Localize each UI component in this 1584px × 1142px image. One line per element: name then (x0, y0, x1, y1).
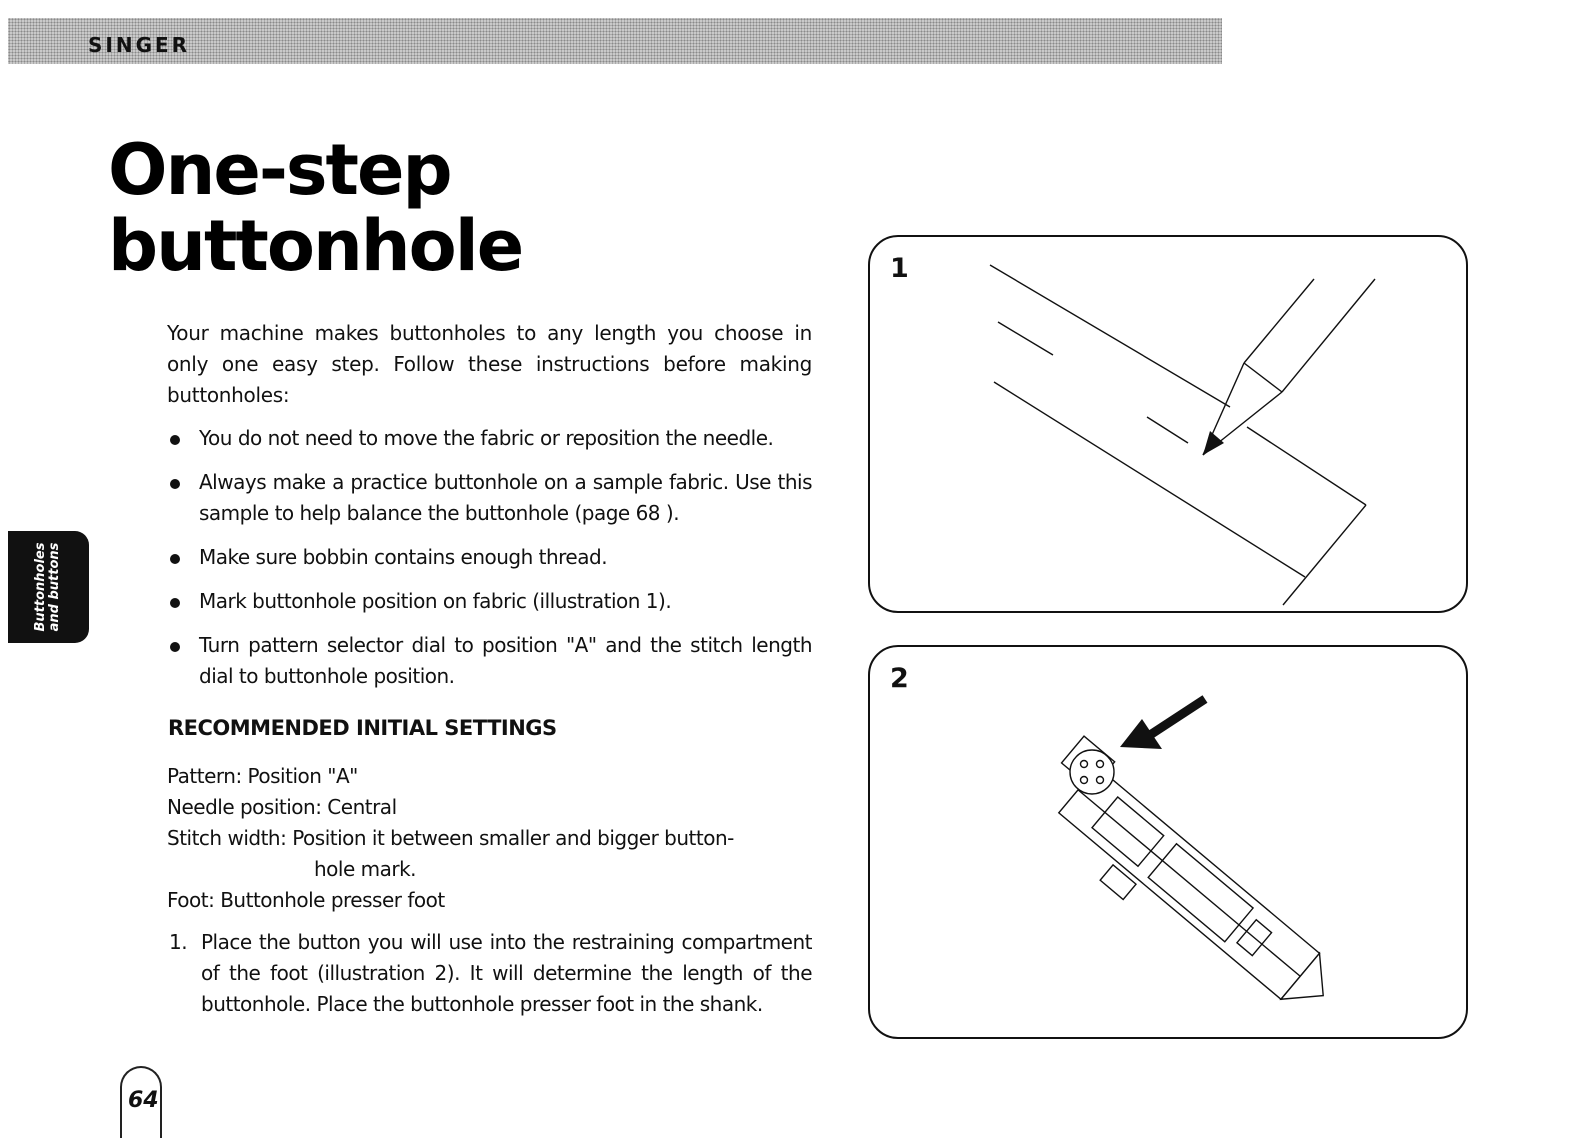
illustration-1-label: 1 (890, 253, 909, 284)
pencil-lead (1203, 431, 1224, 455)
page-number-tab (120, 1066, 162, 1138)
pointer-arrow-shaft (1150, 699, 1205, 735)
illustration-2 (868, 645, 1468, 1039)
pencil-body-left (1244, 279, 1314, 363)
bullet-list (167, 423, 812, 705)
setting-stitch-width: Stitch width: Position it between smaller and bigger button- (167, 826, 734, 850)
setting-pattern: Pattern: Position "A" (167, 764, 358, 788)
buttonhole-foot (1020, 736, 1352, 1038)
buttonhole-mark (1147, 417, 1188, 443)
step-number: 1. (169, 930, 188, 954)
page-number: 64 (128, 1088, 159, 1113)
page-title (108, 129, 523, 287)
fabric-fold-line (998, 322, 1053, 355)
presser-foot-drawing (870, 647, 1470, 1041)
setting-stitch-width-cont: hole mark. (314, 857, 417, 881)
bullet-item: Mark buttonhole position on fabric (illustration 1). (167, 586, 812, 617)
button-icon (1070, 750, 1114, 794)
brand-logo: SINGER (88, 33, 191, 57)
settings-heading: RECOMMENDED INITIAL SETTINGS (168, 716, 557, 740)
setting-needle: Needle position: Central (167, 795, 397, 819)
setting-foot: Foot: Buttonhole presser foot (167, 888, 445, 912)
section-tab-label (34, 543, 62, 632)
fabric-edge-right (1247, 427, 1366, 505)
bullet-item: Always make a practice buttonhole on a sample fabric. Use this sample to help balance the buttonhole (page 68 ). (167, 467, 812, 529)
settings-list (167, 761, 812, 916)
intro-paragraph: Your machine makes buttonholes to any length you choose in only one easy step. Follow these instructions before making buttonholes: (167, 321, 812, 407)
fabric-corner (1283, 505, 1366, 605)
title-line-2: buttonhole (108, 205, 523, 287)
section-tab[interactable] (8, 531, 89, 643)
header-band (8, 18, 1222, 64)
bullet-item: You do not need to move the fabric or reposition the needle. (167, 423, 812, 454)
section-tab-line-1: Buttonholes (33, 542, 48, 632)
bullet-item: Turn pattern selector dial to position "A" and the stitch length dial to buttonhole position. (167, 630, 812, 692)
fabric-edge-top (990, 265, 1230, 407)
step-item (167, 927, 812, 1020)
pencil-cone-edge (1244, 363, 1282, 392)
fabric-marking-drawing (870, 237, 1470, 615)
bullet-item: Make sure bobbin contains enough thread. (167, 542, 812, 573)
step-list (167, 927, 812, 1020)
illustration-2-label: 2 (890, 663, 909, 694)
section-tab-line-2: and buttons (47, 542, 62, 632)
pencil-body-right (1282, 279, 1375, 392)
illustration-1 (868, 235, 1468, 613)
title-line-1: One-step (108, 129, 451, 211)
step-text: Place the button you will use into the restraining compartment of the foot (illustration 2). It will determine the length of the buttonhole. Place the buttonhole presser foot in the shank. (201, 930, 812, 1016)
